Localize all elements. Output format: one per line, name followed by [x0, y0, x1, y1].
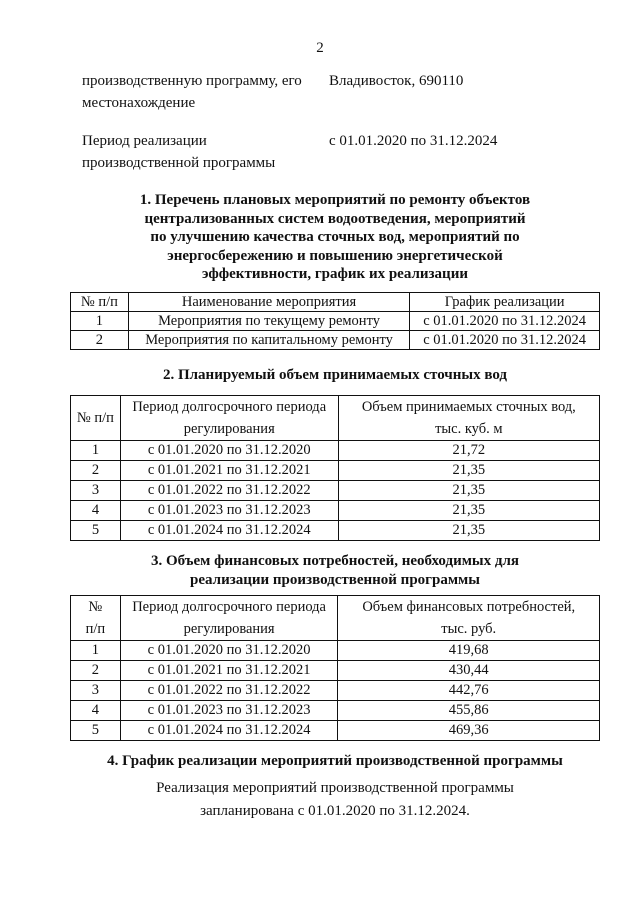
column-header-amount	[338, 596, 600, 641]
section-1-title-line: по улучшению качества сточных вод, мероприятий по	[150, 229, 520, 245]
cell-amount: 430,44	[338, 661, 600, 681]
table-row	[71, 331, 600, 350]
cell-period: с 01.01.2020 по 31.12.2020	[120, 641, 338, 661]
location-value: Владивосток, 690110	[329, 73, 464, 89]
table-row	[71, 461, 600, 481]
section-1-title-line: энергосбережению и повышению энергетической	[167, 247, 503, 264]
section-4-text-line-1: Реализация мероприятий производственной программы	[156, 780, 514, 796]
location-label	[82, 70, 302, 114]
cell-volume: 21,72	[338, 441, 599, 461]
table-row	[71, 661, 600, 681]
column-header-amount-line-1: Объем финансовых потребностей,	[362, 599, 576, 615]
table-row	[71, 312, 600, 331]
section-4-text-line-2: запланирована с 01.01.2020 по 31.12.2024.	[200, 803, 470, 819]
column-header-number-line-2: п/п	[85, 621, 106, 637]
column-header-period	[120, 396, 338, 441]
table-row	[71, 681, 600, 701]
cell-number: 3	[71, 481, 121, 501]
column-header-number: № п/п	[71, 293, 129, 312]
column-header-volume-line-1: Объем принимаемых сточных вод,	[361, 399, 576, 415]
table-header-row	[71, 596, 600, 641]
column-header-amount-line-2: тыс. руб.	[441, 621, 497, 637]
table-row	[71, 721, 600, 741]
cell-number: 4	[71, 501, 121, 521]
table-row	[71, 501, 600, 521]
cell-number: 5	[71, 521, 121, 541]
table-header-row	[71, 396, 600, 441]
financial-needs-table	[70, 595, 600, 741]
table-row	[71, 521, 600, 541]
column-header-number-line-1: №	[88, 599, 103, 615]
column-header-period-line-2: регулирования	[183, 421, 275, 437]
column-header-period-line-1: Период долгосрочного периода	[132, 399, 327, 415]
table-row	[71, 701, 600, 721]
period-label	[82, 130, 275, 174]
section-3-title	[70, 552, 600, 589]
location-label-line-1: производственную программу, его	[82, 73, 302, 89]
cell-number: 2	[71, 661, 121, 681]
cell-amount: 419,68	[338, 641, 600, 661]
cell-period: с 01.01.2024 по 31.12.2024	[120, 521, 338, 541]
column-header-period-line-1: Период долгосрочного периода	[132, 599, 326, 615]
cell-period: с 01.01.2022 по 31.12.2022	[120, 681, 338, 701]
cell-number: 1	[71, 641, 121, 661]
cell-period: с 01.01.2022 по 31.12.2022	[120, 481, 338, 501]
cell-volume: 21,35	[338, 501, 599, 521]
cell-period: с 01.01.2021 по 31.12.2021	[120, 661, 338, 681]
table-header-row	[71, 293, 600, 312]
section-4-text	[70, 777, 600, 823]
period-value: с 01.01.2020 по 31.12.2024	[329, 133, 498, 149]
cell-number: 3	[71, 681, 121, 701]
cell-name: Мероприятия по капитальному ремонту	[128, 331, 410, 350]
cell-volume: 21,35	[338, 461, 599, 481]
cell-name: Мероприятия по текущему ремонту	[128, 312, 410, 331]
column-header-number	[71, 596, 121, 641]
column-header-number: № п/п	[71, 396, 121, 441]
cell-volume: 21,35	[338, 481, 599, 501]
cell-volume: 21,35	[338, 521, 599, 541]
column-header-volume-line-2: тыс. куб. м	[435, 421, 503, 437]
cell-period: с 01.01.2023 по 31.12.2023	[120, 501, 338, 521]
period-label-line-2: производственной программы	[82, 155, 276, 171]
cell-number: 4	[71, 701, 121, 721]
wastewater-volume-table	[70, 395, 600, 541]
table-row	[71, 481, 600, 501]
section-1-title	[70, 191, 600, 284]
cell-period: с 01.01.2021 по 31.12.2021	[120, 461, 338, 481]
cell-number: 1	[71, 441, 121, 461]
cell-amount: 455,86	[338, 701, 600, 721]
events-table	[70, 292, 600, 350]
section-1-title-line: эффективности, график их реализации	[202, 266, 468, 282]
cell-schedule: с 01.01.2020 по 31.12.2024	[410, 331, 600, 350]
cell-schedule: с 01.01.2020 по 31.12.2024	[410, 312, 600, 331]
section-1-title-line: централизованных систем водоотведения, мероприятий	[144, 210, 526, 227]
section-1-title-line: 1. Перечень плановых мероприятий по ремонту объектов	[139, 192, 531, 208]
cell-number: 2	[71, 461, 121, 481]
section-3-title-line: 3. Объем финансовых потребностей, необходимых для	[150, 553, 520, 569]
cell-period: с 01.01.2020 по 31.12.2020	[120, 441, 338, 461]
section-2-title: 2. Планируемый объем принимаемых сточных вод	[162, 367, 508, 383]
cell-number: 5	[71, 721, 121, 741]
table-row	[71, 641, 600, 661]
table-row	[71, 441, 600, 461]
cell-amount: 442,76	[338, 681, 600, 701]
column-header-schedule: График реализации	[410, 293, 600, 312]
column-header-name: Наименование мероприятия	[128, 293, 410, 312]
column-header-period	[120, 596, 338, 641]
column-header-period-line-2: регулирования	[183, 621, 275, 637]
period-label-line-1: Период реализации	[82, 133, 207, 149]
cell-period: с 01.01.2023 по 31.12.2023	[120, 701, 338, 721]
section-4-title: 4. График реализации мероприятий производственной программы	[107, 753, 563, 769]
page-number: 2	[316, 40, 324, 56]
section-3-title-line: реализации производственной программы	[190, 571, 480, 588]
cell-number: 2	[71, 331, 129, 350]
cell-amount: 469,36	[338, 721, 600, 741]
cell-number: 1	[71, 312, 129, 331]
location-label-line-2: местонахождение	[82, 95, 196, 111]
column-header-volume	[338, 396, 599, 441]
cell-period: с 01.01.2024 по 31.12.2024	[120, 721, 338, 741]
